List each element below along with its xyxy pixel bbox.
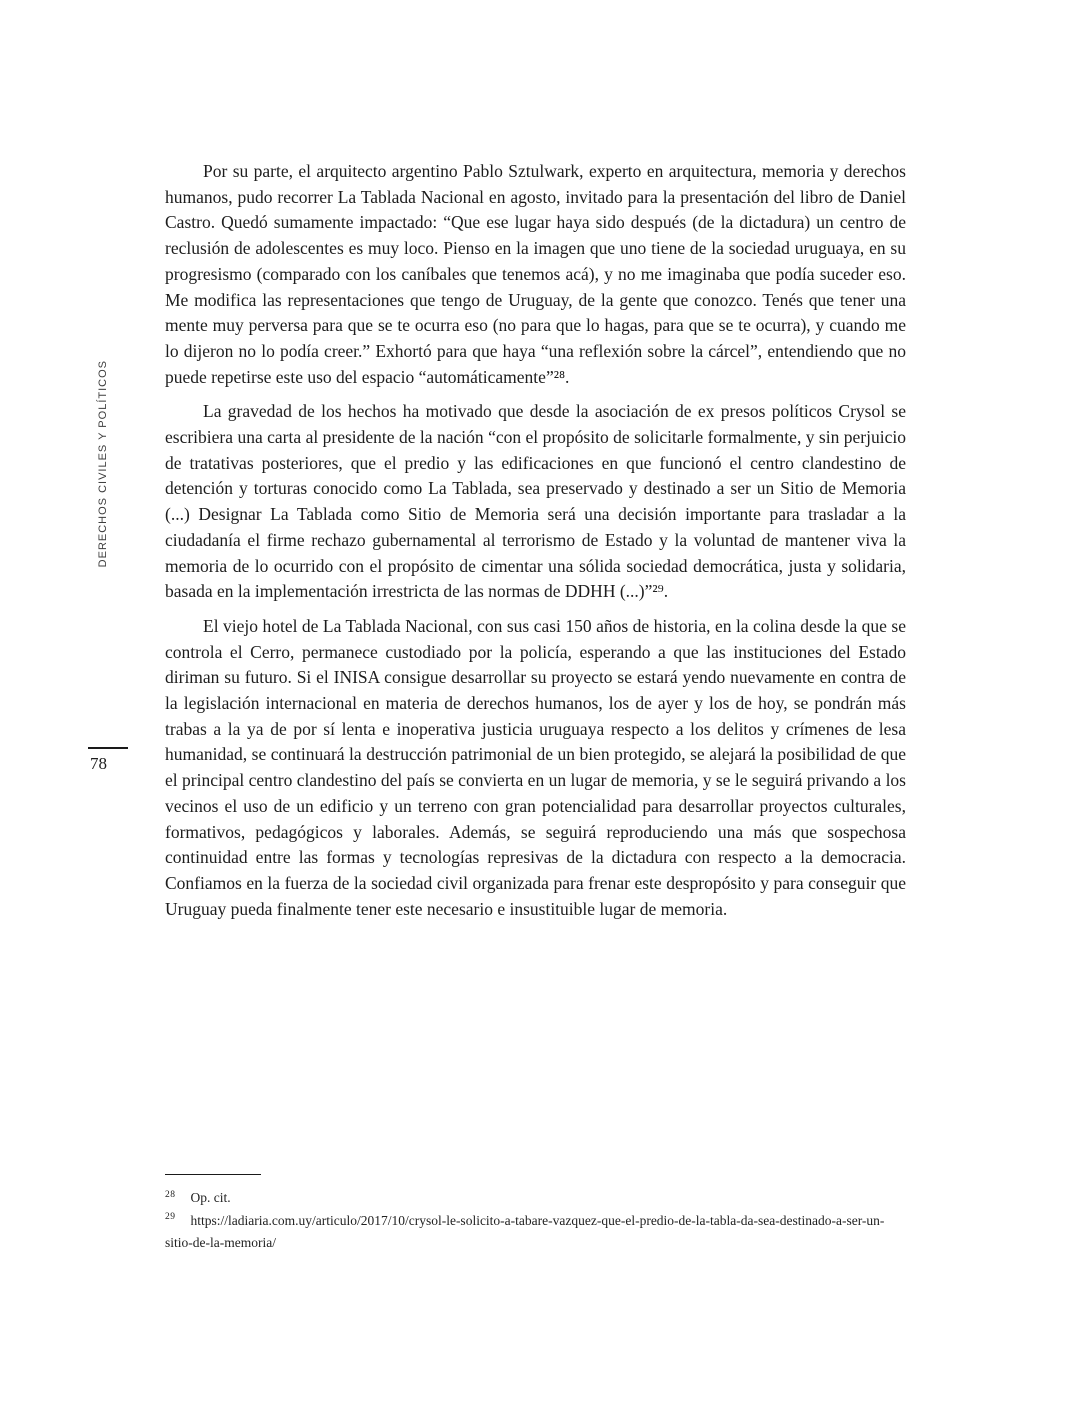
footnote-marker: 28 [165, 1189, 176, 1200]
body-text [165, 159, 906, 931]
footnotes-section [165, 1174, 906, 1255]
paragraph: La gravedad de los hechos ha motivado que desde la asociación de ex presos políticos Crysol se escribiera una carta al presidente de la nación “con el propósito de solicitarle formalmente, y sin perjuicio de tratativas posteriores, que el predio y las edificaciones en que funcionó el centro clandestino de detención y torturas conocido como La Tablada, sea preservado y destinado a ser un Sitio de Memoria (...) Designar La Tablada como Sitio de Memoria será una decisión importante para trasladar a la ciudadanía el firme rechazo gubernamental al terrorismo de Estado y la voluntad de mantener viva la memoria de lo ocurrido con el propósito de cimentar una sólida sociedad democrática, justa y solidaria, basada en la implementación irrestricta de las normas de DDHH (...)”²⁹. [165, 401, 906, 602]
footnote-text: Op. cit. [190, 1190, 231, 1205]
footnote-marker: 29 [165, 1212, 176, 1222]
chapter-sidebar-label: DERECHOS CIVILES Y POLÍTICOS [97, 360, 109, 568]
footnote [165, 1187, 906, 1210]
footnote [165, 1210, 906, 1255]
footnote-rule [165, 1174, 261, 1175]
footnote-url: https://ladiaria.com.uy/articulo/2017/10/crysol-le-solicito-a-tabare-vazquez-que-el-predio-de-la-tabla-da-sea-destinado-a-ser-un-sitio-de-la-memoria/ [165, 1212, 885, 1250]
page-number: 78 [90, 754, 107, 773]
paragraph: El viejo hotel de La Tablada Nacional, con sus casi 150 años de historia, en la colina desde la que se controla el Cerro, permanece custodiado por la policía, esperando a que las instituciones del Estado diriman su futuro. Si el INISA consigue desarrollar su proyecto se estará yendo nuevamente en contra de la legislación internacional en materia de derechos humanos, los de ayer y los de hoy, se pondrán más trabas a la ya de por sí lenta e inoperativa justicia uruguaya respecto a los delitos y crímenes de lesa humanidad, se continuará la destrucción patrimonial de un bien protegido, se alejará la posibilidad de que el principal centro clandestino del país se convierta en un lugar de memoria, y se le seguirá privando a los vecinos el uso de un edificio y un terreno con gran potencialidad para desarrollar proyectos culturales, formativos, pedagógicos y laborales. Además, se seguirá reproduciendo una más que sospechosa continuidad entre las formas y tecnologías represivas de la dictadura con respecto a la democracia. Confiamos en la fuerza de la sociedad civil organizada para frenar este despropósito y para conseguir que Uruguay pueda finalmente tener este necesario e insustituible lugar de memoria. [165, 615, 906, 919]
paragraph: Por su parte, el arquitecto argentino Pablo Sztulwark, experto en arquitectura, memoria y derechos humanos, pudo recorrer La Tablada Nacional en agosto, invitado para la presentación del libro de Daniel Castro. Quedó sumamente impactado: “Que ese lugar haya sido después (de la dictadura) un centro de reclusión de adolescentes es muy loco. Pienso en la imagen que uno tiene de la sociedad uruguaya, en su progresismo (comparado con los caníbales que tenemos acá), y no me imaginaba que podía suceder eso. Me modifica las representaciones que tengo de Uruguay, de la gente que conozco. Tenés que tener una mente muy perversa para que se te ocurra eso (no para que lo hagas, para que se te ocurra), y cuando me lo dijeron no lo podía creer.” Exhortó para que haya “una reflexión sobre la cárcel”, entendiendo que no puede repetirse este uso del espacio “automáticamente”²⁸. [165, 161, 906, 387]
page-number-block [88, 747, 128, 774]
